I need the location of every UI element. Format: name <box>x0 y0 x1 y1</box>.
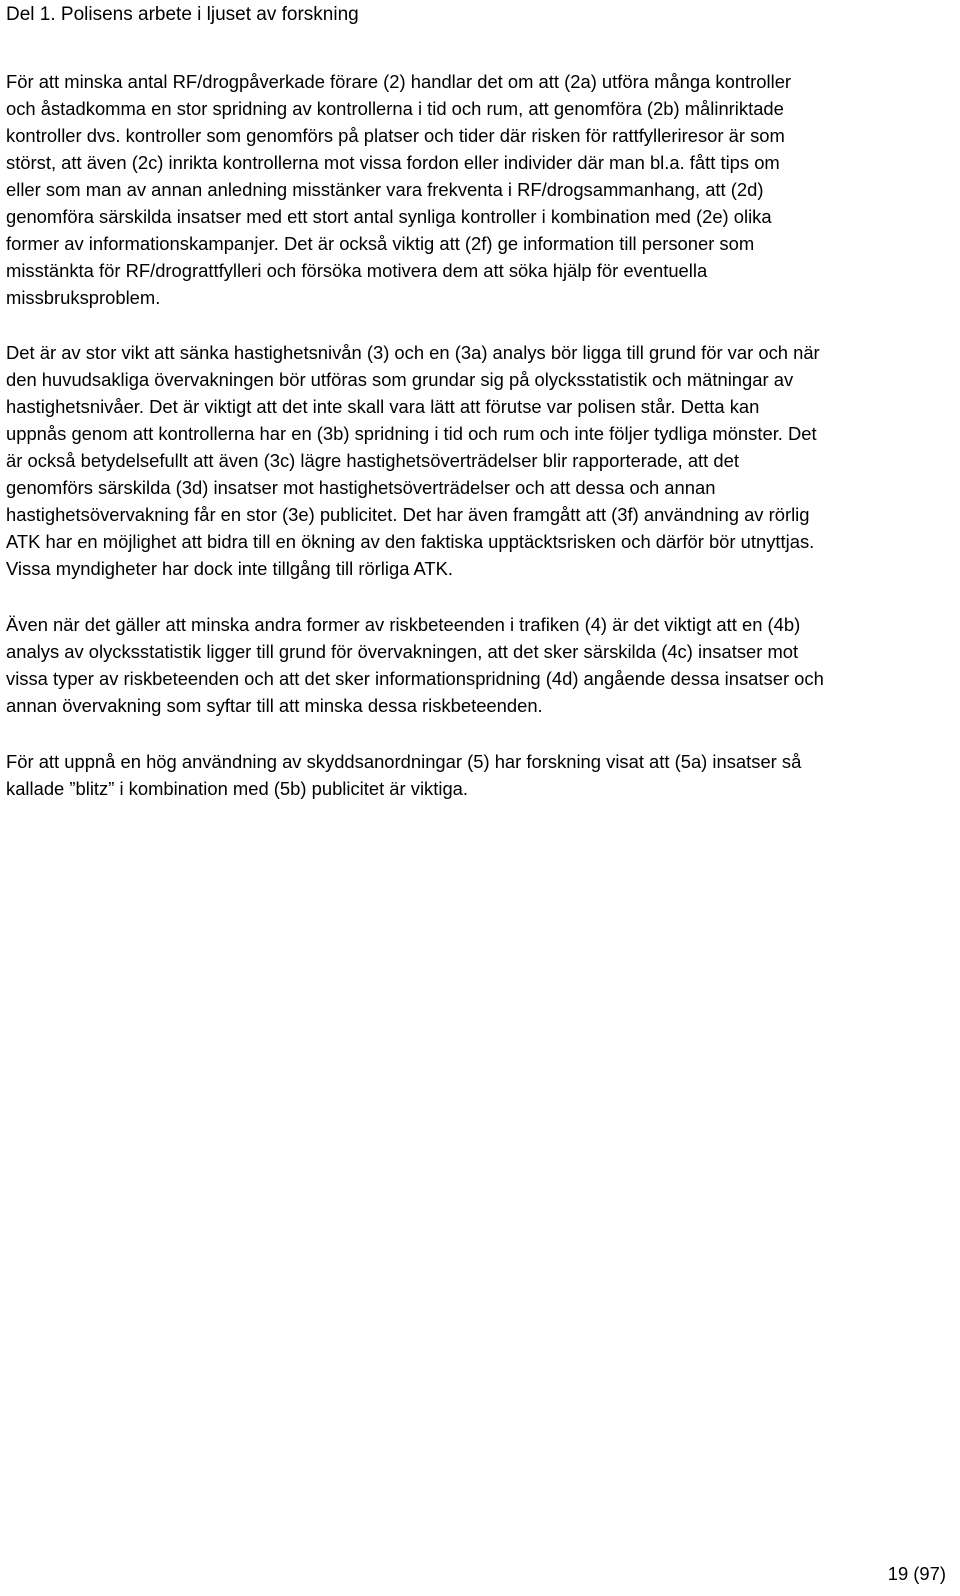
paragraph-line: hastighetsövervakning får en stor (3e) publicitet. Det har även framgått att (3f) användning av rörlig <box>6 504 810 525</box>
page-number: 19 (97) <box>887 1563 946 1584</box>
paragraph-line: kallade ”blitz” i kombination med (5b) publicitet är viktiga. <box>6 778 469 799</box>
paragraph-line: ATK har en möjlighet att bidra till en ökning av den faktiska upptäcktsrisken och därför bör utnyttjas. <box>6 531 815 552</box>
paragraph-line: För att minska antal RF/drogpåverkade förare (2) handlar det om att (2a) utföra många kontroller <box>6 71 792 92</box>
paragraph-line: Det är av stor vikt att sänka hastighetsnivån (3) och en (3a) analys bör ligga till grund för var och när <box>6 342 820 363</box>
paragraph-line: är också betydelsefullt att även (3c) lägre hastighetsöverträdelser blir rapporterade, att det <box>6 450 739 471</box>
paragraph-line: missbruksproblem. <box>6 287 161 308</box>
paragraph-line: eller som man av annan anledning misstänker vara frekventa i RF/drogsammanhang, att (2d) <box>6 179 764 200</box>
paragraph-line: misstänkta för RF/drograttfylleri och försöka motivera dem att söka hjälp för eventuella <box>6 260 708 281</box>
paragraph-line: och åstadkomma en stor spridning av kontrollerna i tid och rum, att genomföra (2b) målinriktade <box>6 98 784 119</box>
paragraph-line: vissa typer av riskbeteenden och att det sker informationspridning (4d) angående dessa insatser och <box>6 668 824 689</box>
paragraph-line: genomföra särskilda insatser med ett stort antal synliga kontroller i kombination med (2e) olika <box>6 206 772 227</box>
paragraph-line: Vissa myndigheter har dock inte tillgång till rörliga ATK. <box>6 558 454 579</box>
paragraph-line: den huvudsakliga övervakningen bör utföras som grundar sig på olycksstatistik och mätningar av <box>6 369 794 390</box>
section-heading: Del 1. Polisens arbete i ljuset av forskning <box>6 4 359 25</box>
paragraph-line: hastighetsnivåer. Det är viktigt att det inte skall vara lätt att förutse var polisen står. Detta kan <box>6 396 760 417</box>
paragraph-line: uppnås genom att kontrollerna har en (3b) spridning i tid och rum och inte följer tydliga mönster. Det <box>6 423 817 444</box>
paragraph-line: genomförs särskilda (3d) insatser mot hastighetsöverträdelser och att dessa och annan <box>6 477 716 498</box>
paragraph-line: Även när det gäller att minska andra former av riskbeteenden i trafiken (4) är det viktigt att en (4b) <box>6 614 801 635</box>
paragraph-line: analys av olycksstatistik ligger till grund för övervakningen, att det sker särskilda (4c) insatser mot <box>6 641 799 662</box>
paragraph-line: annan övervakning som syftar till att minska dessa riskbeteenden. <box>6 695 543 716</box>
paragraph-line: För att uppnå en hög användning av skyddsanordningar (5) har forskning visat att (5a) insatser så <box>6 751 802 772</box>
paragraph-line: kontroller dvs. kontroller som genomförs på platser och tider där risken för rattfylleriresor är som <box>6 125 785 146</box>
paragraph-line: former av informationskampanjer. Det är också viktig att (2f) ge information till personer som <box>6 233 755 254</box>
paragraph-line: störst, att även (2c) inrikta kontrollerna mot vissa fordon eller individer där man bl.a. fått tips om <box>6 152 780 173</box>
